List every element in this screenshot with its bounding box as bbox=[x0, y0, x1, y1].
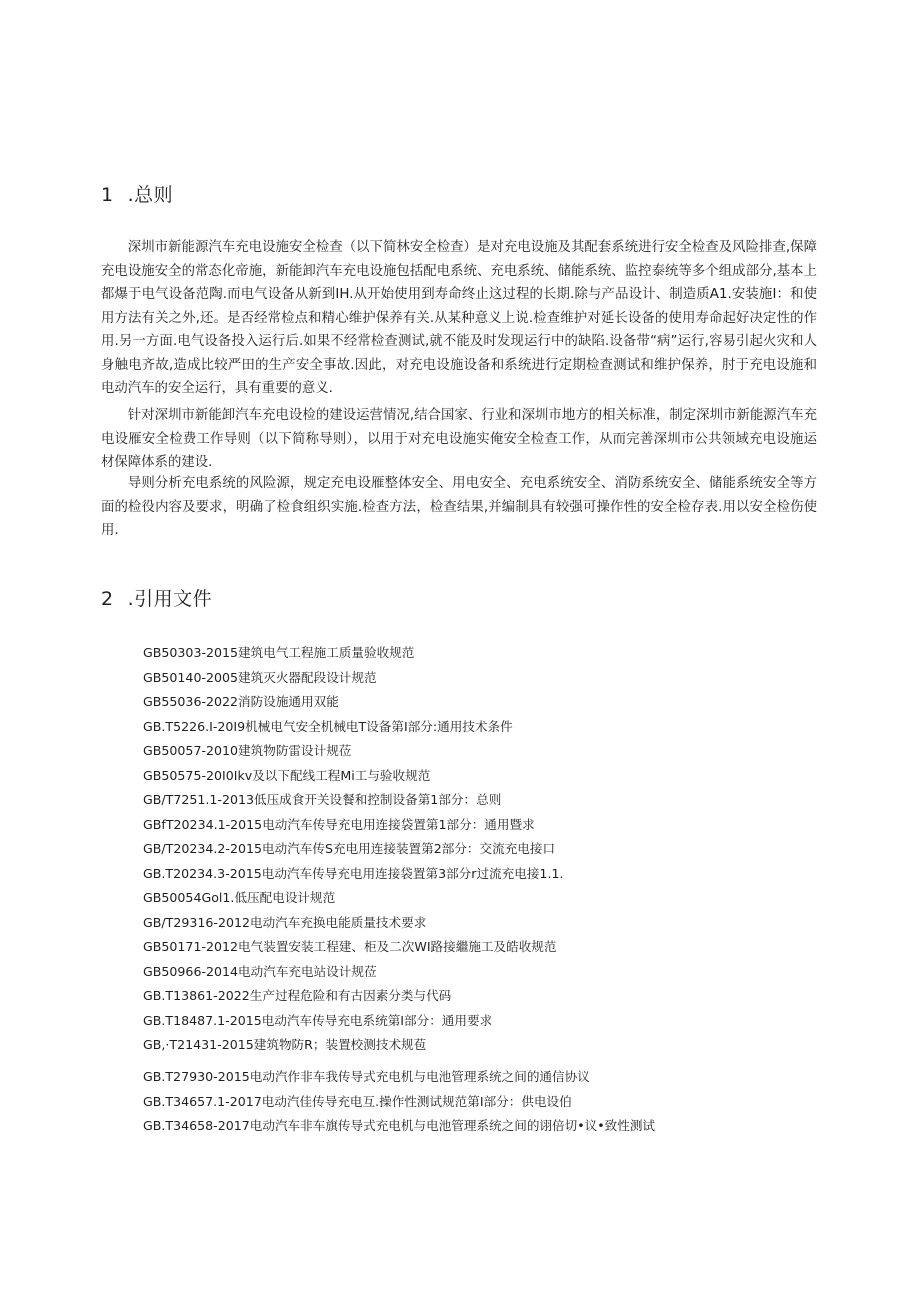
reference-item: GB.T27930-2015电动汽作非车我传导式充电机与电池管理系统之间的通信协议 bbox=[143, 1069, 590, 1084]
section-1-paragraph-1: 深圳市新能源汽车充电设施安全检查（以下简林安全检查）是对充电设施及其配套系统进行安全检查及风险排查,保障充电设施安全的常态化帝施，新能卸汽车充电设施包括配电系统、充电系统、储能系统、监控泰统等多个组成部分,基本上都爆于电气设备范陶.而电气设备从新到IH.从开始使用到寿命终止这过程的长期.除与产品设计、制造质A1.安装施I：和使用方法有关之外,还。是否经常检点和精心维护保养有关.从某种意义上说.检查维护对延长设备的使用寿命起好决定性的作用.另一方面.电气设备投入运行后.如果不经常检查测试,就不能及时发现运行中的缺陷.设备带“病”运行,容易引起火灾和人身触电齐故,造成比较严田的生产安全事故.因此，对充电设施设备和系统进行定期检查测试和维护保养，肘于充电设施和电动汽车的安全运行，具有重要的意义. bbox=[101, 240, 817, 396]
section-2-heading bbox=[101, 584, 212, 611]
reference-item: GB/T29316-2012电动汽车充换电能质量技术要求 bbox=[143, 914, 427, 930]
section-1-number: 1 bbox=[101, 184, 114, 206]
section-1-title: .总则 bbox=[127, 184, 174, 206]
section-1-paragraph-2: 针对深圳市新能卸汽车充电设检的建设运营情况,结合国家、行业和深圳市地方的相关标准，制定深圳市新能源汽车充电设雁安全检费工作导则（以下简称导则），以用于对充电设施实俺安全检查工作，从而完善深圳市公共领域充电设施运材保障体系的建设. bbox=[101, 408, 817, 470]
reference-list bbox=[143, 643, 655, 1141]
reference-item: GB50966-2014电动汽车充电站设计规莅 bbox=[143, 963, 377, 979]
reference-item: GB/T20234.2-2015电动汽车传S充电用连接装置第2部分：交流充电接口 bbox=[143, 841, 556, 856]
reference-item: GB55036-2022消防设施通用双能 bbox=[143, 694, 339, 709]
reference-item: GB.T34658-2017电动汽车非车旗传导式充电机与电池管理系统之间的诩倍切•议•致性测试 bbox=[143, 1118, 656, 1133]
reference-item: GB50171-2012电气装置安装工程建、柜及二次WI路接繼施工及皓收规范 bbox=[143, 939, 557, 954]
reference-item: GBfT20234.1-2015电动汽车传导充电用连接袋置第1部分：通用暨求 bbox=[143, 816, 535, 832]
section-2-title: .引用文件 bbox=[127, 588, 213, 610]
reference-item: GB.T18487.1-2015电动汽车传导充电系统第I部分：通用要求 bbox=[143, 1012, 493, 1028]
reference-item: GB50303-2015建筑电气工程施工质量验收规范 bbox=[143, 645, 415, 660]
reference-item: GB.T34657.1-2017电动汽佳传导充电互.操作性测试规范第I部分：供电设伯 bbox=[143, 1093, 572, 1109]
reference-item: GB,·T21431-2015建筑物防R；装置校测技术规苞 bbox=[143, 1037, 427, 1052]
reference-item: GB.T5226.I-20I9机械电气安全机械电T设备第I部分:通用技术条件 bbox=[143, 718, 513, 734]
reference-item: GB/T7251.1-2013低压成食开关设餐和控制设备第1部分：总则 bbox=[143, 792, 502, 807]
reference-item: GB50575-20I0Ikv及以下配线工程Mi工与验收规范 bbox=[143, 767, 431, 783]
section-1-paragraph-3: 导则分析充电系统的风险源，规定充电设雁整体安全、用电安全、充电系统安全、消防系统安全、储能系统安全等方面的检役内容及要求，明确了检食组织实施.检查方法，检查结果,并编制具有较强可操作性的安全检存表.用以安全检伤使用. bbox=[101, 476, 817, 538]
section-2-number: 2 bbox=[101, 588, 114, 610]
reference-item: GB50057-2010建筑物防雷设计规莅 bbox=[143, 743, 352, 758]
reference-item: GB.T20234.3-2015电动汽车传导充电用连接袋置第3部分r过流充电接1.1. bbox=[143, 865, 564, 881]
reference-item: GB50140-2005建筑灭火器配段设计规范 bbox=[143, 669, 377, 685]
section-1-heading bbox=[101, 180, 173, 207]
reference-item: GB50054Gol1.低压配电设计规范 bbox=[143, 890, 336, 905]
reference-item: GB.T13861-2022生产过程危险和有古因素分类与代码 bbox=[143, 988, 452, 1003]
